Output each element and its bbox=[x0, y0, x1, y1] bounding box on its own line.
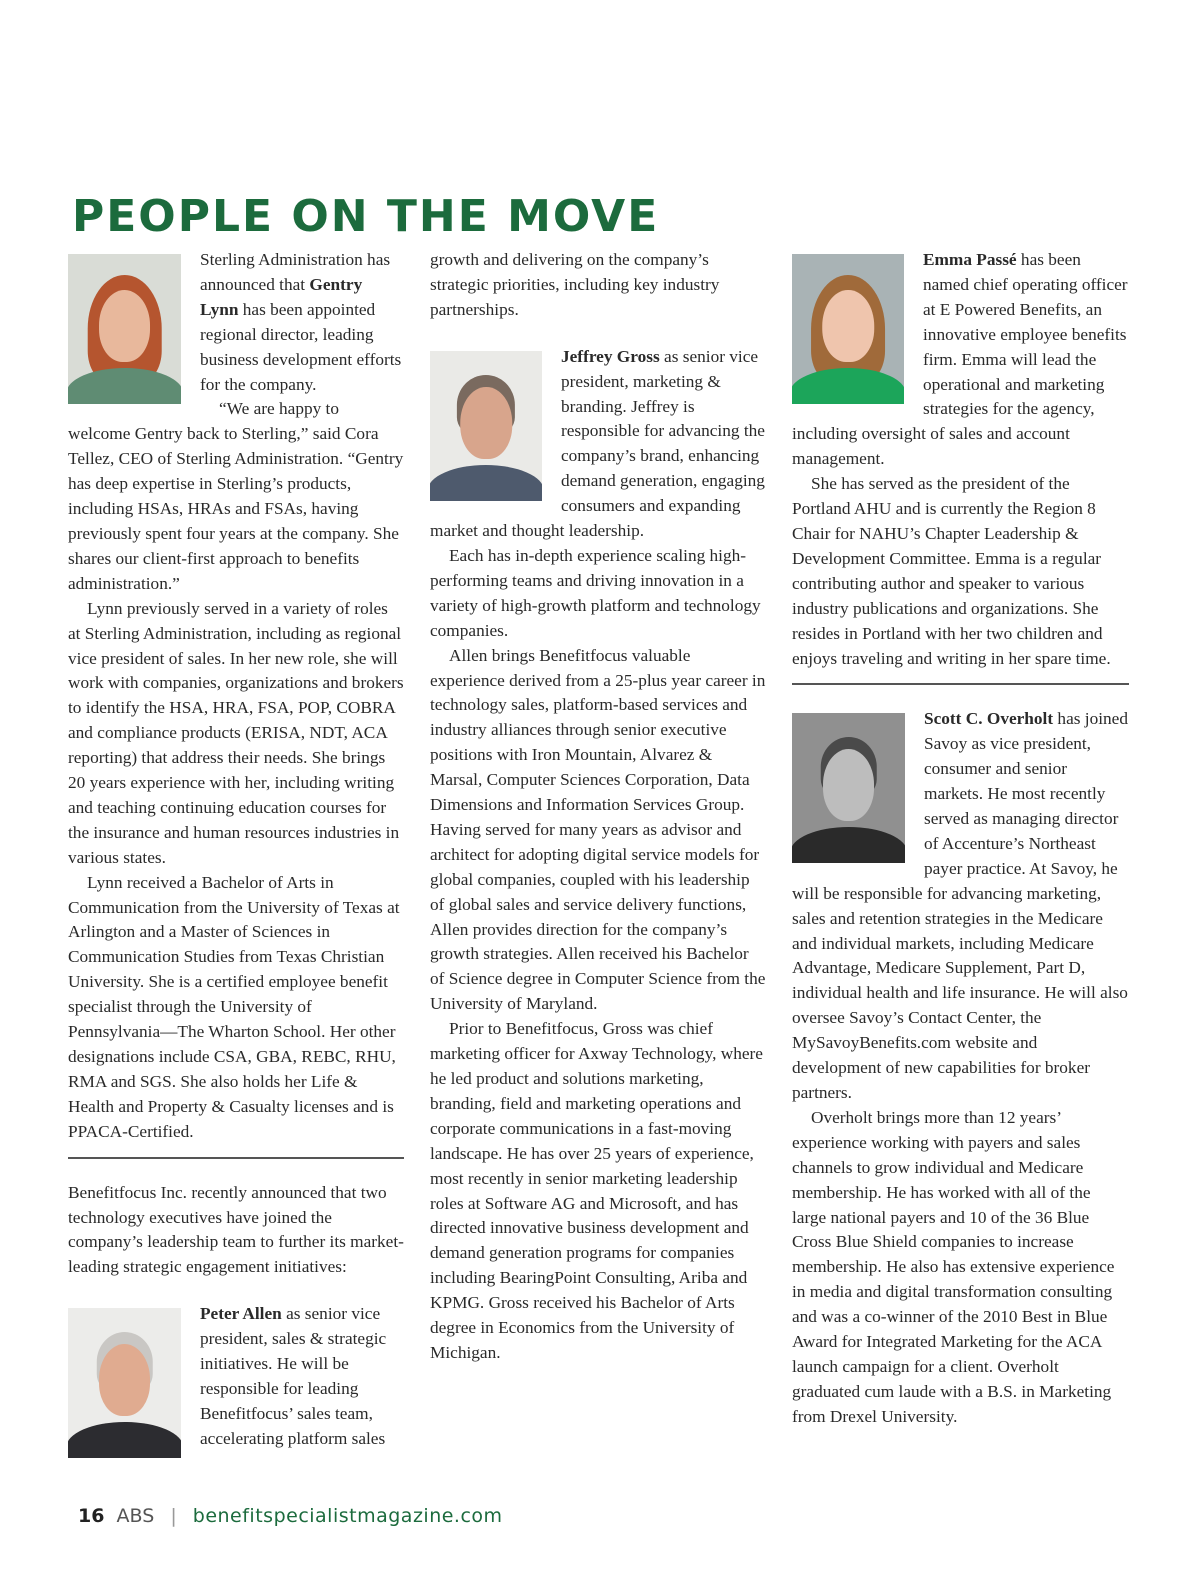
executives-experience: Each has in-depth experience scaling high-performing teams and driving innovation in a variety of high-growth platform and technology companies. bbox=[430, 545, 761, 640]
website-url: benefitspecialistmagazine.com bbox=[192, 1505, 503, 1527]
emma-passe-photo bbox=[792, 254, 904, 404]
gentry-lynn-intro: Sterling Administration has announced that Gentry Lynn has been appointed regional director, leading business development efforts for the company. bbox=[200, 250, 402, 394]
face-shape bbox=[460, 387, 512, 459]
scott-overholt-intro: Scott C. Overholt has joined Savoy as vice president, consumer and senior markets. He most recently served as managing director of Accenture’s Northeast payer practice. At Savoy, he will be responsible for advancing marketing, sales and retention strategies in the Medicare and individual markets, including Medicare Advantage, Medicare Supplement, Part D, individual health and life insurance. He will also oversee Savoy’s Contact Center, the MySavoyBenefits.com website and development of new capabilities for broker partners. bbox=[792, 709, 1128, 1102]
jeffrey-gross-photo bbox=[430, 351, 542, 501]
page-headline: PEOPLE ON THE MOVE bbox=[72, 191, 660, 242]
footer-separator: | bbox=[170, 1505, 177, 1527]
peter-allen-photo bbox=[68, 1308, 181, 1458]
section-divider bbox=[68, 1157, 404, 1159]
shoulders-shape bbox=[68, 368, 181, 404]
face-shape bbox=[822, 290, 874, 362]
page-number: 16 bbox=[78, 1505, 105, 1527]
scott-overholt-background: Overholt brings more than 12 years’ experience working with payers and sales channels to grow individual and Medicare membership. He has worked with all of the large national payers and 10 of the 36 Blue Cross Blue Shield companies to increase membership. He also has extensive experience in media and digital transformation consulting and was a co-winner of the 2010 Best in Blue Award for Integrated Marketing for the ACA launch campaign for a client. Overholt graduated cum laude with a B.S. in Marketing from Drexel University. bbox=[792, 1107, 1115, 1426]
shoulders-shape bbox=[430, 465, 542, 501]
shoulders-shape bbox=[792, 368, 904, 404]
column-2 bbox=[430, 248, 766, 1366]
gross-background: Prior to Benefitfocus, Gross was chief marketing officer for Axway Technology, where he led product and solutions marketing, branding, field and marketing operations and corporate communications in a fast-moving landscape. He has over 25 years of experience, most recently in senior marketing leadership roles at Software AG and Microsoft, and has directed innovative business development and demand generation programs for companies including BearingPoint Consulting, Ariba and KPMG. Gross received his Bachelor of Arts degree in Economics from the University of Michigan. bbox=[430, 1019, 763, 1362]
publication-abbrev: ABS bbox=[116, 1505, 155, 1527]
section-divider bbox=[792, 683, 1129, 685]
face-shape bbox=[99, 290, 151, 362]
peter-allen-intro: Peter Allen as senior vice president, sales & strategic initiatives. He will be responsible for leading Benefitfocus’ sales team, accelerating platform sales bbox=[200, 1304, 387, 1448]
face-shape bbox=[823, 749, 875, 821]
gentry-lynn-photo bbox=[68, 254, 181, 404]
jeffrey-gross-name: Jeffrey Gross bbox=[561, 346, 660, 366]
page-footer bbox=[78, 1503, 503, 1529]
allen-background: Allen brings Benefitfocus valuable experience derived from a 25-plus year career in technology sales, platform-based services and industry alliances through senior executive positions with Iron Mountain, Alvarez & Marsal, Computer Sciences Corporation, Data Dimensions and Information Services Group. Having served for many years as advisor and architect for adopting digital service models for global companies, coupled with his leadership of global sales and service delivery functions, Allen provides direction for the company’s growth strategies. Allen received his Bachelor of Science degree in Computer Science from the University of Maryland. bbox=[430, 645, 766, 1014]
jeffrey-gross-intro: Jeffrey Gross as senior vice president, marketing & branding. Jeffrey is responsible for advancing the company’s brand, enhancing demand generation, engaging consumers and expanding market and thought leadership. bbox=[430, 346, 765, 541]
peter-allen-name: Peter Allen bbox=[200, 1304, 282, 1324]
gentry-lynn-name: Gentry Lynn bbox=[200, 274, 363, 319]
column-3 bbox=[792, 248, 1129, 1430]
emma-passe-background: She has served as the president of the Portland AHU and is currently the Region 8 Chair for NAHU’s Chapter Leadership & Development Committee. Emma is a regular contributing author and speaker to various industry publications and organizations. She resides in Portland with her two children and enjoys traveling and writing in her spare time. bbox=[792, 474, 1111, 668]
emma-passe-intro: Emma Passé has been named chief operating officer at E Powered Benefits, an innovative employee benefits firm. Emma will lead the operational and marketing strategies for the agency, including oversight of sales and account management. bbox=[792, 250, 1128, 469]
shoulders-shape bbox=[68, 1422, 181, 1458]
face-shape bbox=[99, 1344, 151, 1416]
scott-overholt-name: Scott C. Overholt bbox=[924, 709, 1054, 729]
column-1 bbox=[68, 248, 404, 1462]
peter-allen-continued: growth and delivering on the company’s strategic priorities, including key industry partnerships. bbox=[430, 250, 720, 319]
scott-overholt-photo bbox=[792, 713, 905, 863]
emma-passe-name: Emma Passé bbox=[923, 250, 1017, 269]
gentry-lynn-quote: “We are happy to welcome Gentry back to Sterling,” said Cora Tellez, CEO of Sterling Administration. “Gentry has deep expertise in Sterling’s products, including HSAs, HRAs and FSAs, having previously spent four years at the company. She shares our client-first approach to benefits administration.” bbox=[68, 399, 404, 593]
gentry-lynn-education: Lynn received a Bachelor of Arts in Communication from the University of Texas at Arlington and a Master of Sciences in Communication Studies from Texas Christian University. She is a certified employee benefit specialist through the University of Pennsylvania—The Wharton School. Her other designations include CSA, GBA, REBC, RHU, RMA and SGS. She also holds her Life & Health and Property & Casualty licenses and is PPACA-Certified. bbox=[68, 872, 400, 1141]
gentry-lynn-roles: Lynn previously served in a variety of roles at Sterling Administration, including as regional vice president of sales. In her new role, she will work with companies, organizations and brokers to identify the HSA, HRA, FSA, POP, COBRA and compliance products (ERISA, NDT, ACA reporting) that address their needs. She brings 20 years experience with her, including writing and teaching continuing education courses for the insurance and human resources industries in various states. bbox=[68, 598, 404, 867]
shoulders-shape bbox=[792, 827, 905, 863]
benefitfocus-intro: Benefitfocus Inc. recently announced that two technology executives have joined the company’s leadership team to further its market-leading strategic engagement initiatives: bbox=[68, 1182, 404, 1277]
